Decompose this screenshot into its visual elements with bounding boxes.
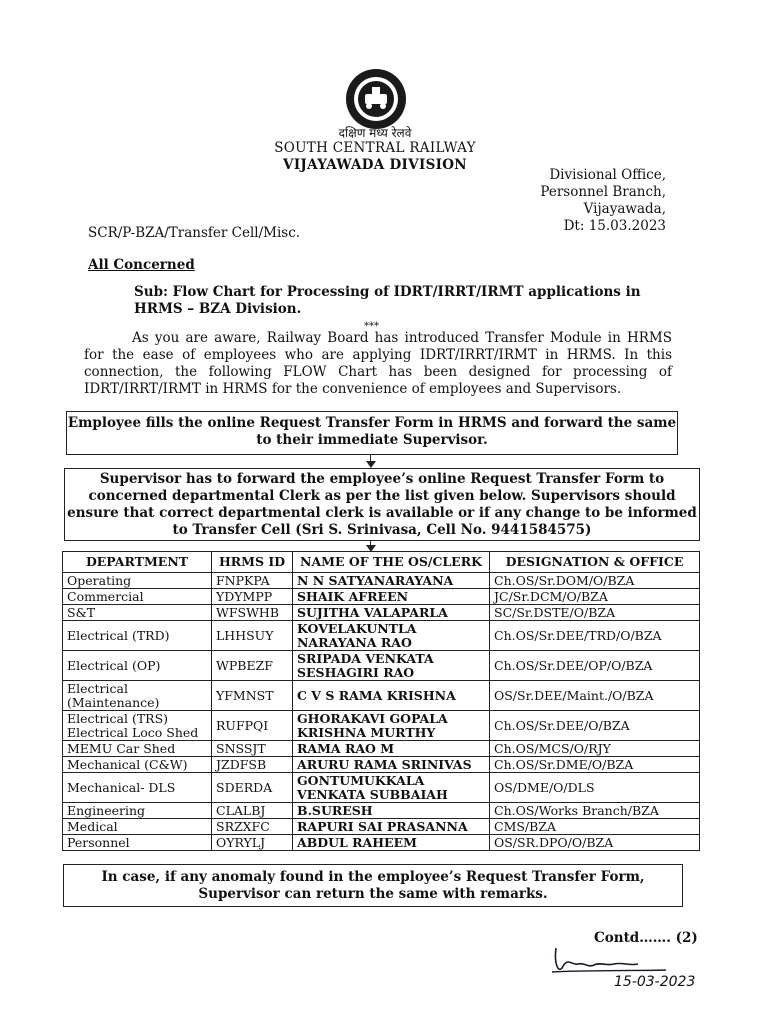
clerk-table [62,551,700,851]
cell-designation: SC/Sr.DSTE/O/BZA [490,605,700,621]
cell-department: Operating [63,573,212,589]
cell-hrms-id: FNPKPA [212,573,293,589]
cell-designation: Ch.OS/Sr.DEE/OP/O/BZA [490,651,700,681]
header-department: DEPARTMENT [63,552,212,573]
signature-date: 15-03-2023 [614,974,696,990]
continued-note: Contd……. (2) [594,930,698,946]
cell-department: S&T [63,605,212,621]
table-row [63,681,700,711]
cell-hrms-id: SRZXFC [212,819,293,835]
cell-department: Personnel [63,835,212,851]
cell-department: Mechanical- DLS [63,773,212,803]
cell-designation: OS/Sr.DEE/Maint./O/BZA [490,681,700,711]
cell-designation: Ch.OS/Sr.DME/O/BZA [490,757,700,773]
header-designation: DESIGNATION & OFFICE [490,552,700,573]
cell-department: Medical [63,819,212,835]
cell-hrms-id: RUFPQI [212,711,293,741]
cell-clerk-name: C V S RAMA KRISHNA [293,681,490,711]
flow-arrow-down-icon [370,541,372,550]
header-hrms-id: HRMS ID [212,552,293,573]
cell-hrms-id: YDYMPP [212,589,293,605]
cell-designation: CMS/BZA [490,819,700,835]
cell-hrms-id: WFSWHB [212,605,293,621]
office-address [520,167,666,235]
division-name: VIJAYAWADA DIVISION [283,157,467,173]
cell-department: Electrical (TRS) Electrical Loco Shed [63,711,212,741]
cell-hrms-id: SNSSJT [212,741,293,757]
office-line-3: Vijayawada, [583,201,666,217]
header-clerk-name: NAME OF THE OS/CLERK [293,552,490,573]
body-paragraph: As you are aware, Railway Board has introduced Transfer Module in HRMS for the ease of employees who are applying IDRT/IRRT/IRMT in HRMS. In this connection, the following FLOW Chart has been designed for processing of IDRT/IRRT/IRMT in HRMS for the convenience of employees and Supervisors. [84,330,672,397]
cell-designation: Ch.OS/Works Branch/BZA [490,803,700,819]
hindi-railway-name: दक्षिण मध्य रेलवे [338,126,412,140]
table-row [63,573,700,589]
cell-designation: OS/SR.DPO/O/BZA [490,835,700,851]
cell-department: Commercial [63,589,212,605]
cell-hrms-id: JZDFSB [212,757,293,773]
table-row [63,773,700,803]
cell-clerk-name: GHORAKAVI GOPALA KRISHNA MURTHY [293,711,490,741]
cell-hrms-id: LHHSUY [212,621,293,651]
table-row [63,711,700,741]
table-row [63,741,700,757]
table-row [63,621,700,651]
flow-step-supervisor: Supervisor has to forward the employee’s online Request Transfer Form to concerned departmental Clerk as per the list given below. Supervisors should ensure that correct departmental clerk is available or if any change to be informed to Transfer Cell (Sri S. Srinivasa, Cell No. 9441584575) [64,468,700,541]
cell-hrms-id: WPBEZF [212,651,293,681]
cell-hrms-id: CLALBJ [212,803,293,819]
cell-hrms-id: OYRYLJ [212,835,293,851]
flow-step-employee: Employee fills the online Request Transfer Form in HRMS and forward the same to their immediate Supervisor. [66,411,678,455]
cell-department: Mechanical (C&W) [63,757,212,773]
railway-emblem-logo [345,68,407,130]
cell-department: Electrical (Maintenance) [63,681,212,711]
cell-clerk-name: KOVELAKUNTLA NARAYANA RAO [293,621,490,651]
cell-clerk-name: RAMA RAO M [293,741,490,757]
cell-department: MEMU Car Shed [63,741,212,757]
office-line-1: Divisional Office, [549,167,666,183]
table-row [63,605,700,621]
table-row [63,835,700,851]
cell-clerk-name: ARURU RAMA SRINIVAS [293,757,490,773]
subject-line: Sub: Flow Chart for Processing of IDRT/IRRT/IRMT applications in HRMS – BZA Division. [134,284,641,317]
cell-clerk-name: RAPURI SAI PRASANNA [293,819,490,835]
letter-date: Dt: 15.03.2023 [563,218,666,234]
cell-department: Electrical (TRD) [63,621,212,651]
cell-hrms-id: SDERDA [212,773,293,803]
office-line-2: Personnel Branch, [540,184,666,200]
table-row [63,651,700,681]
cell-department: Engineering [63,803,212,819]
table-row [63,589,700,605]
cell-designation: Ch.OS/Sr.DEE/TRD/O/BZA [490,621,700,651]
table-row [63,819,700,835]
reference-number: SCR/P-BZA/Transfer Cell/Misc. [88,225,301,241]
cell-clerk-name: GONTUMUKKALA VENKATA SUBBAIAH [293,773,490,803]
cell-designation: Ch.OS/Sr.DOM/O/BZA [490,573,700,589]
addressee: All Concerned [88,257,195,273]
cell-clerk-name: SHAIK AFREEN [293,589,490,605]
cell-designation: Ch.OS/MCS/O/RJY [490,741,700,757]
cell-clerk-name: ABDUL RAHEEM [293,835,490,851]
cell-clerk-name: N N SATYANARAYANA [293,573,490,589]
cell-clerk-name: B.SURESH [293,803,490,819]
cell-clerk-name: SRIPADA VENKATA SESHAGIRI RAO [293,651,490,681]
railway-name: SOUTH CENTRAL RAILWAY [274,140,476,156]
cell-designation: OS/DME/O/DLS [490,773,700,803]
cell-department: Electrical (OP) [63,651,212,681]
separator-stars: *** [364,321,379,332]
cell-clerk-name: SUJITHA VALAPARLA [293,605,490,621]
cell-designation: Ch.OS/Sr.DEE/O/BZA [490,711,700,741]
table-row [63,803,700,819]
flow-arrow-down-icon [370,455,372,466]
flow-step-anomaly: In case, if any anomaly found in the employee’s Request Transfer Form, Supervisor can return the same with remarks. [63,864,683,907]
table-header-row [63,552,700,573]
table-row [63,757,700,773]
cell-hrms-id: YFMNST [212,681,293,711]
cell-designation: JC/Sr.DCM/O/BZA [490,589,700,605]
